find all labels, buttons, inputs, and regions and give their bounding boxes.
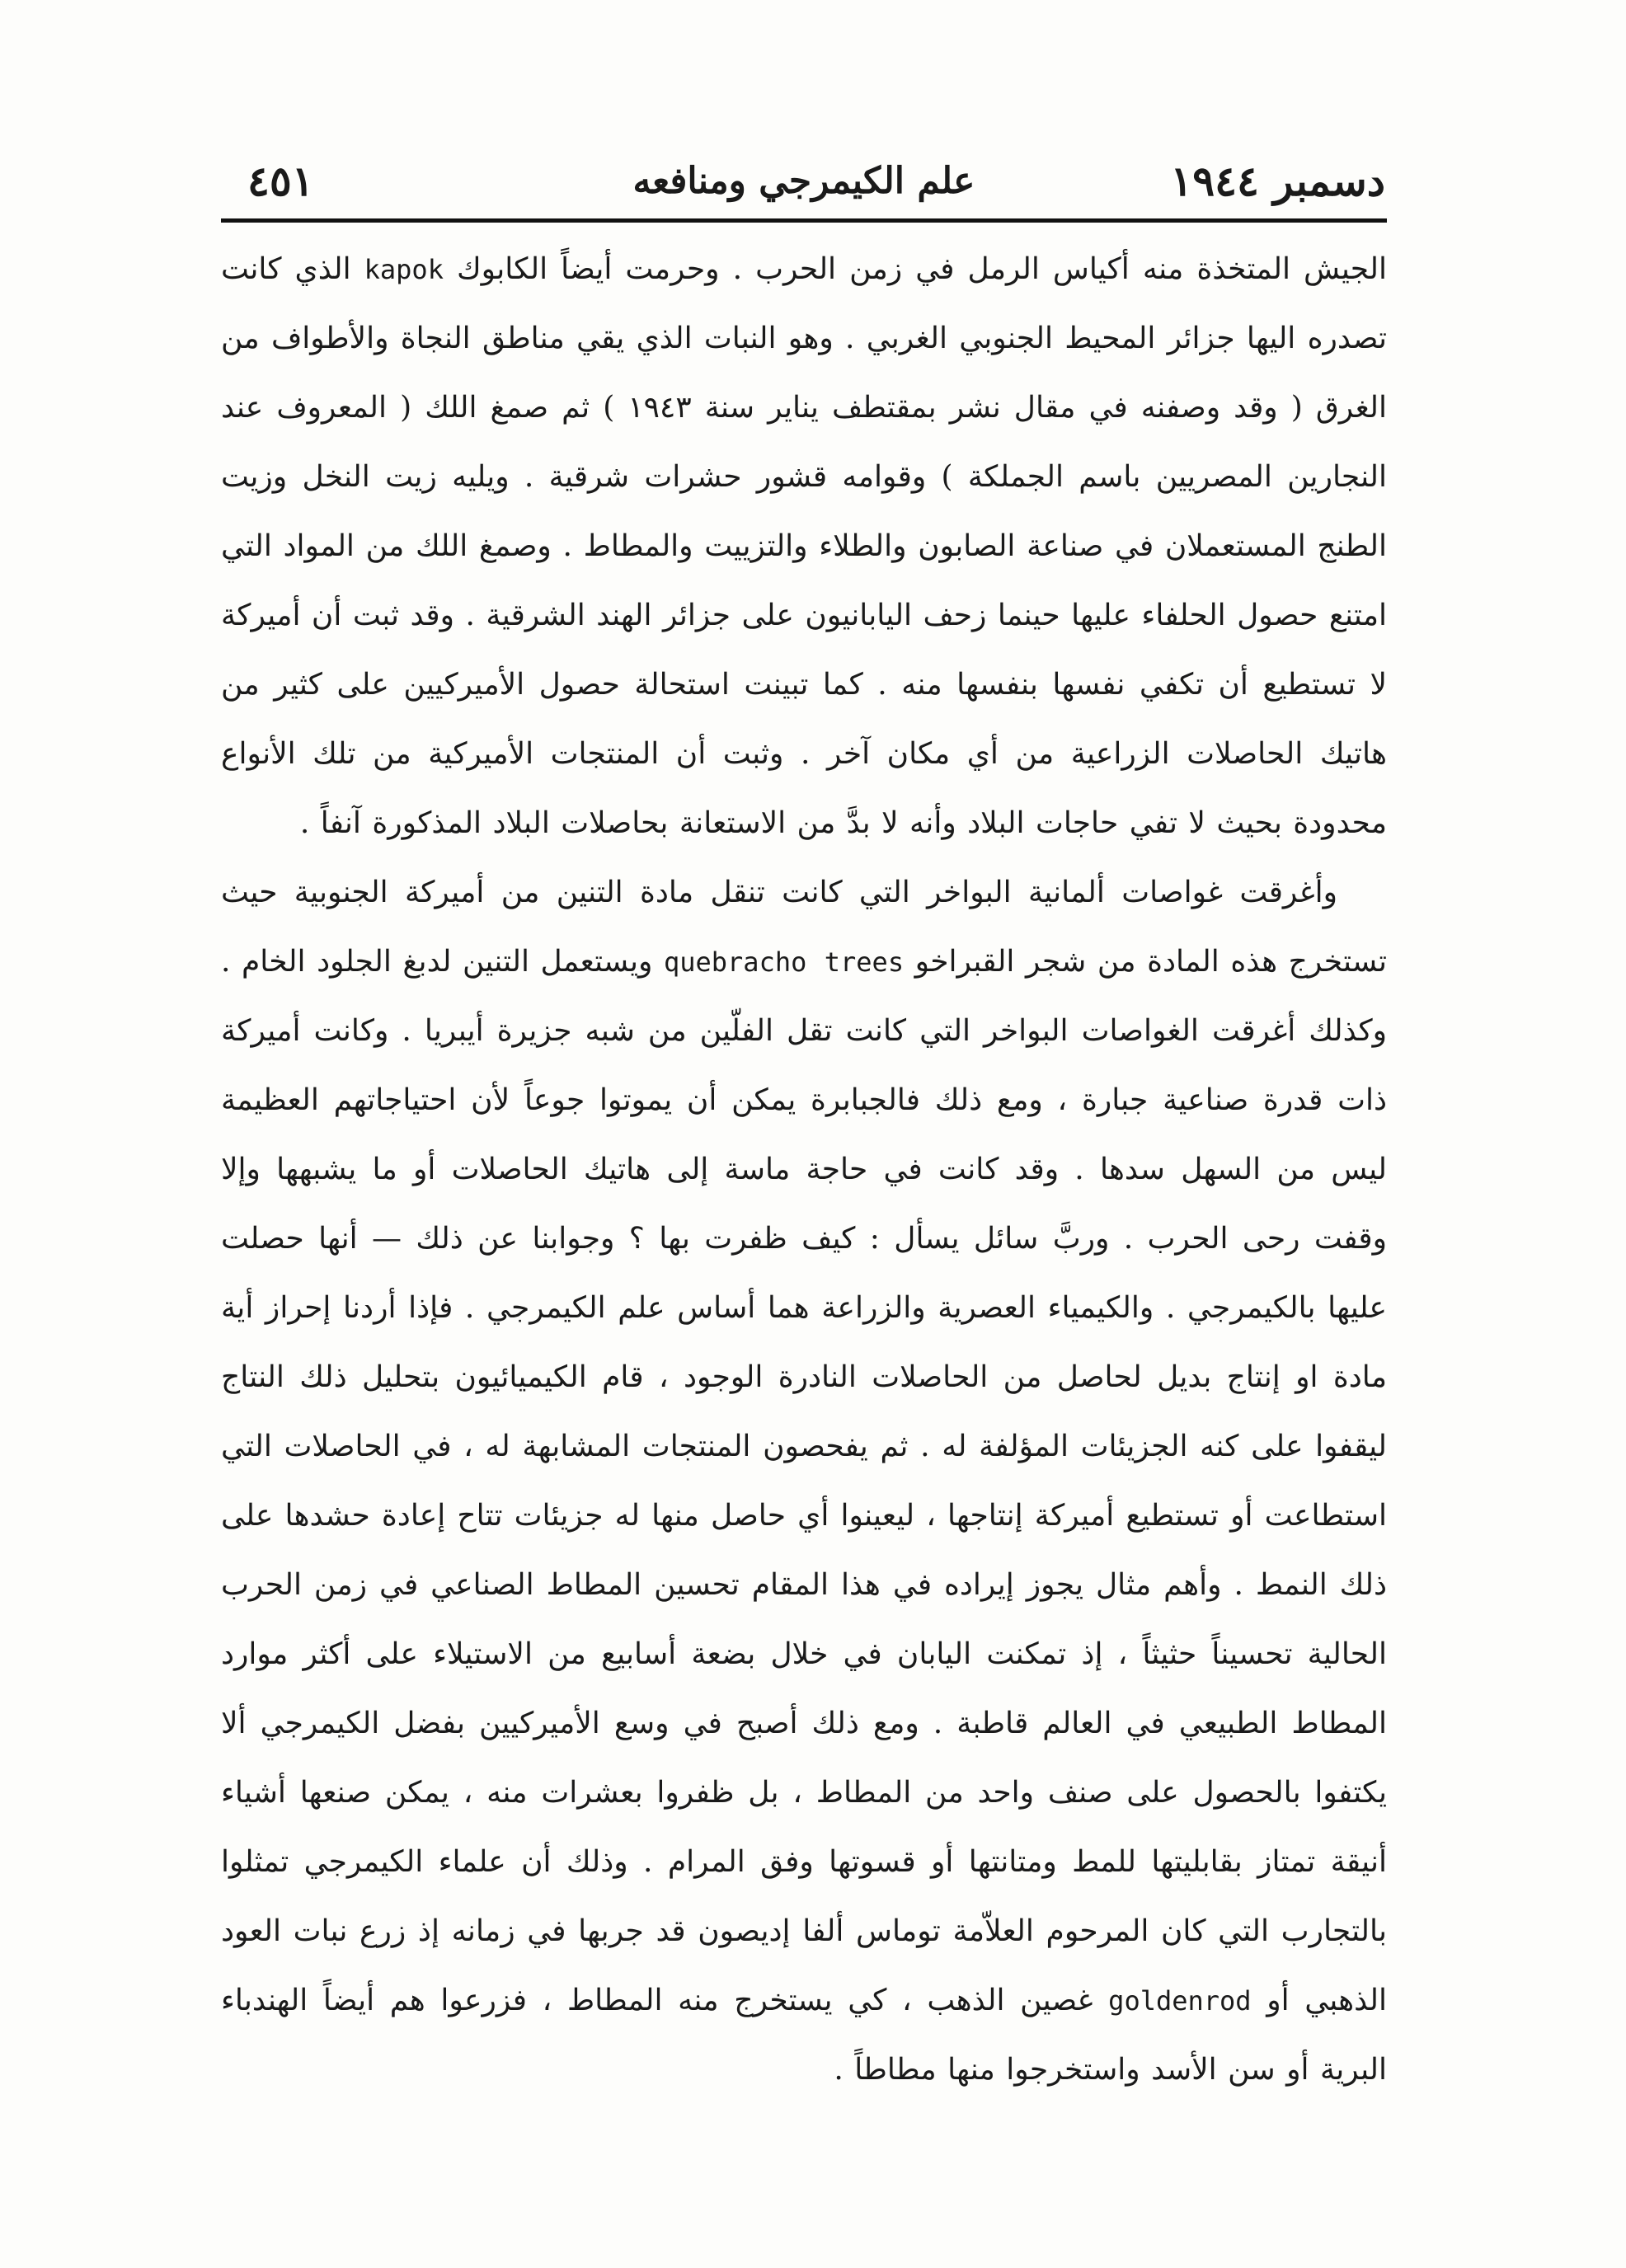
paragraph-text: ويستعمل التنين لدبغ الجلود الخام . وكذلك أغرقت الغواصات البواخر التي كانت تقل الفلّين من شبه جزيرة أيبريا . وكانت أميركة ذات قدرة صناعية جبارة ، ومع ذلك فالجبابرة يمكن أن يموتوا جوعاً لأن احتياجاتهم العظيمة ليس من السهل سدها . وقد كانت في حاجة ماسة إلى هاتيك الحاصلات أو ما يشبهها وإلا وقفت رحى الحرب . وربَّ سائل يسأل : كيف ظفرت بها ؟ وجوابنا عن ذلك — أنها حصلت عليها بالكيمرجي . والكيمياء العصرية والزراعة هما أساس علم الكيمرجي . فإذا أردنا إحراز أية مادة او إنتاج بديل لحاصل من الحاصلات النادرة الوجود ، قام الكيميائيون بتحليل ذلك النتاج ليقفوا على كنه الجزيئات المؤلفة له . ثم يفحصون المنتجات المشابهة له ، في الحاصلات التي استطاعت أو تستطيع أميركة إنتاجها ، ليعينوا أي حاصل منها له جزيئات تتاح إعادة حشدها على ذلك النمط . وأهم مثال يجوز إيراده في هذا المقام تحسين المطاط الصناعي في زمن الحرب الحالية تحسيناً حثيثاً ، إذ تمكنت اليابان في خلال بضعة أسابيع من الاستيلاء على أكثر موارد المطاط الطبيعي في العالم قاطبة . ومع ذلك أصبح في وسع الأميركيين بفضل الكيمرجي ألا يكتفوا بالحصول على صنف واحد من المطاط ، بل ظفروا بعشرات منه ، يمكن صنعها أشياء أنيقة تمتاز بقابليتها للمط ومتانتها أو قسوتها وفق المرام . وذلك أن علماء الكيمرجي تمثلوا بالتجارب التي كان المرحوم العلاّمة توماس ألفا إديصون قد جربها في زمانه إذ زرع نبات العود الذهبي أو <box>221 945 1388 2017</box>
paragraph-text: الجيش المتخذة منه أكياس الرمل في زمن الحرب . وحرمت أيضاً الكابوك <box>443 252 1387 286</box>
paragraph-text: الذي كانت تصدره اليها جزائر المحيط الجنوبي الغربي . وهو النبات الذي يقي مناطق النجاة والأطواف من الغرق ( وقد وصفنه في مقال نشر بمقتطف يناير سنة ١٩٤٣ ) ثم صمغ اللك ( المعروف عند النجارين المصريين باسم الجملكة ) وقوامه قشور حشرات شرقية . ويليه زيت النخل وزيت الطنج المستعملان في صناعة الصابون والطلاء والتزييت والمطاط . وصمغ اللك من المواد التي امتنع حصول الحلفاء عليها حينما زحف اليابانيون على جزائر الهند الشرقية . وقد ثبت أن أميركة لا تستطيع أن تكفي نفسها بنفسها منه . كما تبينت استحالة حصول الأميركيين على كثير من هاتيك الحاصلات الزراعية من أي مكان آخر . وثبت أن المنتجات الأميركية من تلك الأنواع محدودة بحيث لا تفي حاجات البلاد وأنه لا بدَّ من الاستعانة بحاصلات البلاد المذكورة آنفاً . <box>221 252 1387 840</box>
page-number: ٤٥١ <box>247 157 314 205</box>
header-date: دسمبر ١٩٤٤ <box>1170 157 1385 205</box>
latin-term: kapok <box>364 254 444 285</box>
paragraph <box>221 858 1387 2105</box>
header-rule <box>221 218 1387 223</box>
running-header <box>223 148 1385 214</box>
paragraph-text: غصين الذهب ، كي يستخرج منه المطاط ، فزرعوا هم أيضاً الهندباء البرية أو سن الأسد واستخرجوا منها مطاطاً . <box>221 1984 1387 2087</box>
paragraph-text: وأغرقت غواصات ألمانية البواخر التي كانت تنقل مادة التنين من أميركة الجنوبية حيث تستخرج هذه المادة من شجر القبراخو <box>221 876 1387 979</box>
article-body <box>221 235 1387 2105</box>
latin-term: goldenrod <box>1108 1985 1252 2017</box>
paragraph <box>221 235 1387 858</box>
header-title: علم الكيمرجي ومنافعه <box>632 160 975 202</box>
latin-term: quebracho trees <box>663 946 905 978</box>
